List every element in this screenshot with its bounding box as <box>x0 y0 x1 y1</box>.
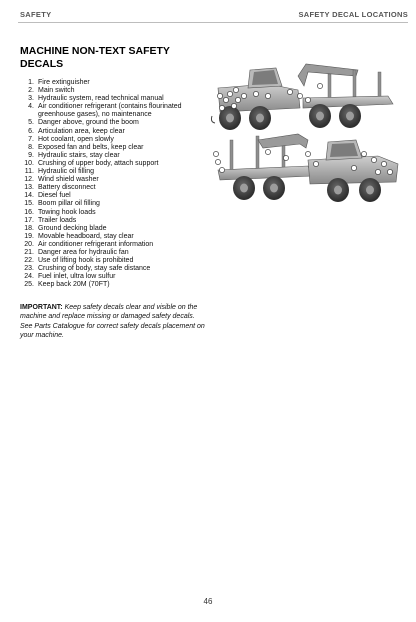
decal-list-item <box>20 192 208 200</box>
decal-description: Crushing of body, stay safe distance <box>38 265 151 273</box>
decal-number: 15. <box>24 200 34 208</box>
machine-bottom-view <box>213 134 398 202</box>
decal-list-item <box>20 265 208 273</box>
chapter-label: SAFETY DECAL LOCATIONS <box>298 10 408 19</box>
decal-number: 13. <box>24 184 34 192</box>
machine-top-view <box>211 64 393 130</box>
section-label: SAFETY <box>20 10 52 19</box>
decal-list-item <box>20 176 208 184</box>
decal-list-item <box>20 241 208 249</box>
decal-number: 24. <box>24 273 34 281</box>
decal-description: Fire extinguisher <box>38 79 90 86</box>
decal-list <box>20 79 208 289</box>
decal-list-item <box>20 281 208 289</box>
decal-number: 25. <box>24 281 34 289</box>
decal-number: 6. <box>28 127 34 135</box>
decal-list-item <box>20 217 208 225</box>
decal-number: 22. <box>24 257 34 265</box>
decal-list-item <box>20 160 208 168</box>
decal-number: 9. <box>28 151 34 159</box>
page-number: 46 <box>203 597 213 606</box>
decal-list-item <box>20 257 208 265</box>
decal-number: 5. <box>28 119 34 127</box>
decal-list-item <box>20 136 208 144</box>
decal-description: Exposed fan and belts, keep clear <box>38 143 144 151</box>
decal-number: 21. <box>24 248 34 256</box>
decal-description: Battery disconnect <box>38 184 96 192</box>
decal-list-item <box>20 87 208 95</box>
decal-description: Fuel inlet, ultra low sulfur <box>38 273 116 281</box>
decal-number: 10. <box>24 159 34 167</box>
decal-number: 7. <box>28 135 34 143</box>
decal-list-item <box>20 225 208 233</box>
decal-number: 4. <box>28 103 34 111</box>
decal-number: 14. <box>24 192 34 200</box>
decal-description: Wind shield washer <box>38 176 99 184</box>
important-label: IMPORTANT: <box>20 304 63 311</box>
decal-list-item <box>20 144 208 152</box>
decal-list-item <box>20 152 208 160</box>
decal-list-item <box>20 103 208 119</box>
decal-number: 18. <box>24 224 34 232</box>
decal-number: 20. <box>24 240 34 248</box>
decal-description: Hydraulic stairs, stay clear <box>38 151 120 159</box>
decal-description: Boom pillar oil filling <box>38 200 100 208</box>
decal-number: 3. <box>28 95 34 103</box>
decal-description: Diesel fuel <box>38 192 71 200</box>
decal-number: 19. <box>24 232 34 240</box>
decal-list-item <box>20 209 208 217</box>
decal-list-item <box>20 168 208 176</box>
decal-number: 23. <box>24 265 34 273</box>
decal-description: Crushing of upper body, attach support <box>38 159 159 167</box>
decal-description: Movable headboard, stay clear <box>38 232 134 240</box>
forwarder-illustration <box>208 56 408 208</box>
decal-description: Air conditioner refrigerant information <box>38 240 154 248</box>
decal-description: Use of lifting hook is prohibited <box>38 257 134 265</box>
decal-number: 8. <box>28 143 34 151</box>
important-note <box>20 303 205 341</box>
decal-description: Articulation area, keep clear <box>38 127 125 135</box>
decal-description: Danger area for hydraulic fan <box>38 248 129 256</box>
decal-description: Towing hook loads <box>38 208 96 216</box>
decal-list-item <box>20 119 208 127</box>
decal-description: Air conditioner refrigerant (contains flourinated greenhouse gases), no maintenance <box>38 103 182 119</box>
decal-description: Keep back 20M (70FT) <box>38 281 110 289</box>
decal-list-item <box>20 128 208 136</box>
decal-list-item <box>20 95 208 103</box>
decal-list-item <box>20 273 208 281</box>
decal-list-item <box>20 200 208 208</box>
header-divider <box>18 22 408 23</box>
decal-list-item <box>20 184 208 192</box>
decal-description: Trailer loads <box>38 216 77 224</box>
decal-number: 1. <box>28 79 34 86</box>
decal-list-item <box>20 233 208 241</box>
decal-list-item <box>20 249 208 257</box>
decal-description: Ground decking blade <box>38 224 107 232</box>
decal-description: Hydraulic system, read technical manual <box>38 95 164 103</box>
important-text: Keep safety decals clear and visible on the machine and replace missing or damaged safety decals. See Parts Catalogue for correct safety decals placement on your machine. <box>20 304 205 340</box>
decal-description: Danger above, ground the boom <box>38 119 139 127</box>
decal-description: Hydraulic oil filling <box>38 168 95 176</box>
decal-number: 12. <box>24 176 34 184</box>
decal-number: 17. <box>24 216 34 224</box>
decal-number: 11. <box>24 168 34 176</box>
decal-number: 2. <box>28 87 34 95</box>
decal-number: 16. <box>24 208 34 216</box>
decal-list-item <box>20 79 208 87</box>
page-title: MACHINE NON-TEXT SAFETY DECALS <box>20 45 170 70</box>
decal-description: Hot coolant, open slowly <box>38 135 114 143</box>
decal-description: Main switch <box>38 87 75 95</box>
